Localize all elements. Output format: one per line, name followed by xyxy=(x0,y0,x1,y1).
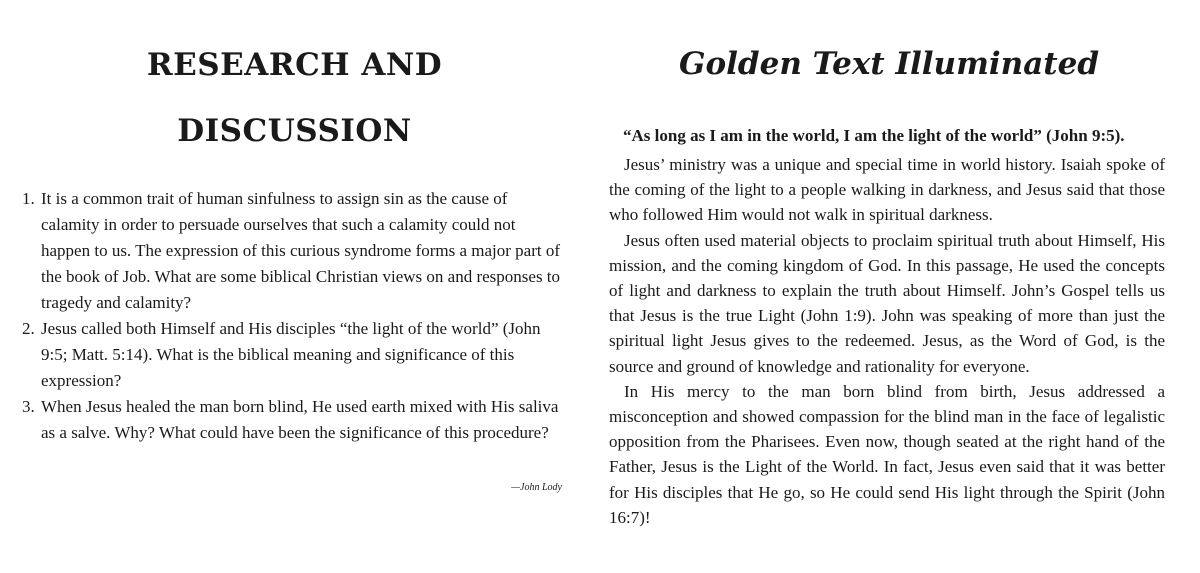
golden-text-heading: Golden Text Illuminated xyxy=(679,46,1099,82)
commentary-body xyxy=(609,152,1165,530)
question-number: 1. xyxy=(22,189,35,208)
research-discussion-heading xyxy=(22,32,567,164)
golden-text-verse: “As long as I am in the world, I am the light of the world” (John 9:5). xyxy=(623,126,1125,145)
question-number: 3. xyxy=(22,397,35,416)
commentary-paragraph: In His mercy to the man born blind from birth, Jesus addressed a misconception and showed compassion for the blind man in the face of legalistic opposition from the Pharisees. Even now, though seated at the right hand of the Father, Jesus is the Light of the World. In fact, Jesus even said that it was better for His disciples that He go, so He could send His light through the Spirit (John 16:7)! xyxy=(609,381,1165,527)
question-text: When Jesus healed the man born blind, He used earth mixed with His saliva as a salve. Why? What could have been the significance of this procedure? xyxy=(41,397,559,442)
discussion-question-list xyxy=(22,186,564,446)
heading-line-2: DISCUSSION xyxy=(177,113,412,149)
discussion-question xyxy=(22,316,564,394)
question-text: Jesus called both Himself and His disciples “the light of the world” (John 9:5; Matt. 5:14). What is the biblical meaning and significance of this expression? xyxy=(41,319,541,390)
discussion-question xyxy=(22,186,564,316)
author-signature: —John Lody xyxy=(511,482,562,493)
commentary-paragraph: Jesus often used material objects to proclaim spiritual truth about Himself, His mission, and the coming kingdom of God. In this passage, He used the concepts of light and darkness to explain the truth about Himself. John’s Gospel tells us that Jesus is the true Light (John 1:9). John was speaking of more than just the spiritual light Jesus gives to the redeemed. Jesus, as the Word of God, is the source and ground of knowledge and rationality for everyone. xyxy=(609,230,1165,376)
question-text: It is a common trait of human sinfulness to assign sin as the cause of calamity in order to persuade ourselves that such a calamity could not happen to us. The expression of this curious syndrome forms a major part of the book of Job. What are some biblical Christian views on and responses to tragedy and calamity? xyxy=(41,189,561,312)
heading-line-1: RESEARCH AND xyxy=(146,47,443,83)
commentary-paragraph: Jesus’ ministry was a unique and special time in world history. Isaiah spoke of the coming of the light to a people walking in darkness, and Jesus said that those who followed Him would not walk in spiritual darkness. xyxy=(609,155,1165,225)
question-number: 2. xyxy=(22,319,35,338)
discussion-question xyxy=(22,394,564,446)
